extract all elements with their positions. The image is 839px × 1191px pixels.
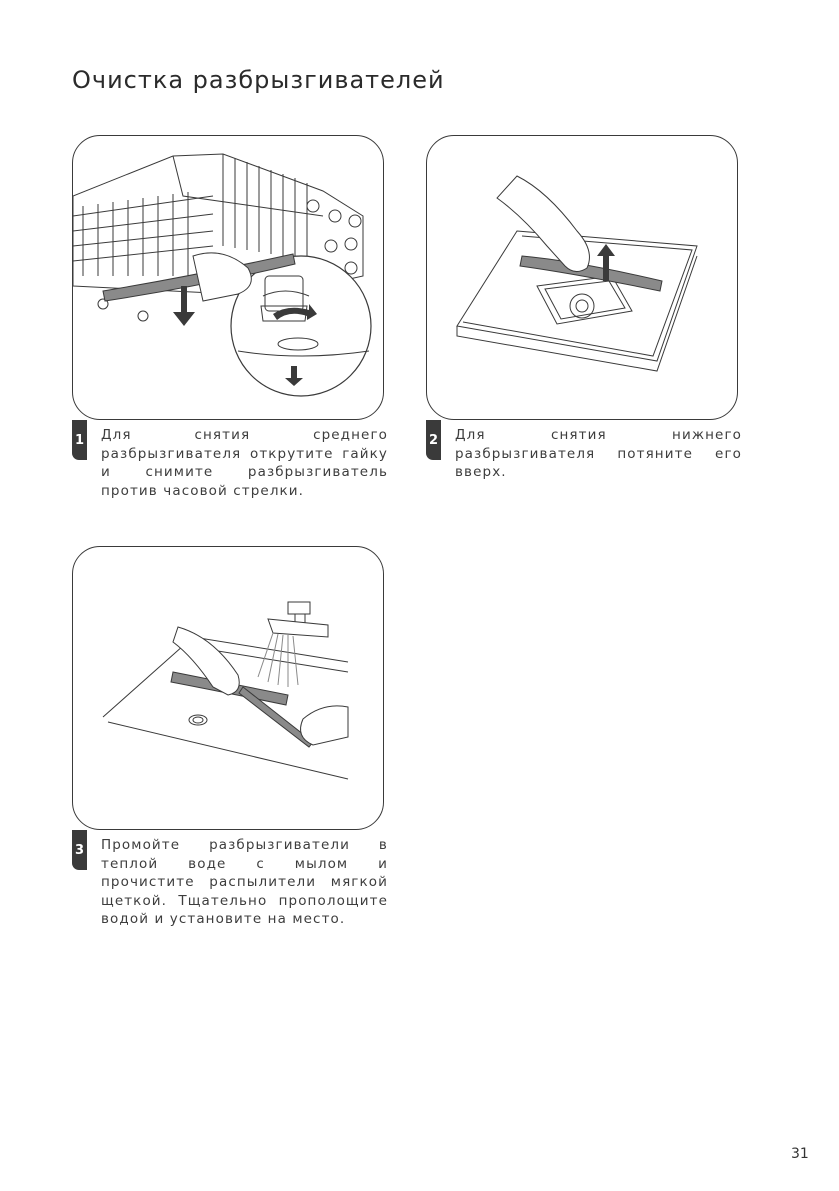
- lower-spray-arm-removal-icon: [427, 136, 738, 420]
- illustration-frame-2: [426, 135, 738, 420]
- spray-arm-washing-icon: [73, 547, 384, 830]
- page-title: Очистка разбрызгивателей: [72, 66, 445, 94]
- step-text-2: Для снятия нижнего разбрызгивателя потяните его вверх.: [455, 427, 742, 480]
- middle-spray-arm-removal-icon: [73, 136, 384, 420]
- step-badge-2: 2: [426, 420, 441, 460]
- step-badge-1: 1: [72, 420, 87, 460]
- step-text-1: Для снятия среднего разбрызгивателя открутите гайку и снимите разбрызгиватель против часовой стрелки.: [101, 427, 388, 499]
- illustration-frame-3: [72, 546, 384, 830]
- step-badge-3: 3: [72, 830, 87, 870]
- illustration-frame-1: [72, 135, 384, 420]
- page-number: 31: [791, 1146, 809, 1162]
- step-text-3: Промойте разбрызгиватели в теплой воде с мылом и прочистите распылители мягкой щеткой. Тщательно прополощите водой и установите на место.: [101, 837, 388, 927]
